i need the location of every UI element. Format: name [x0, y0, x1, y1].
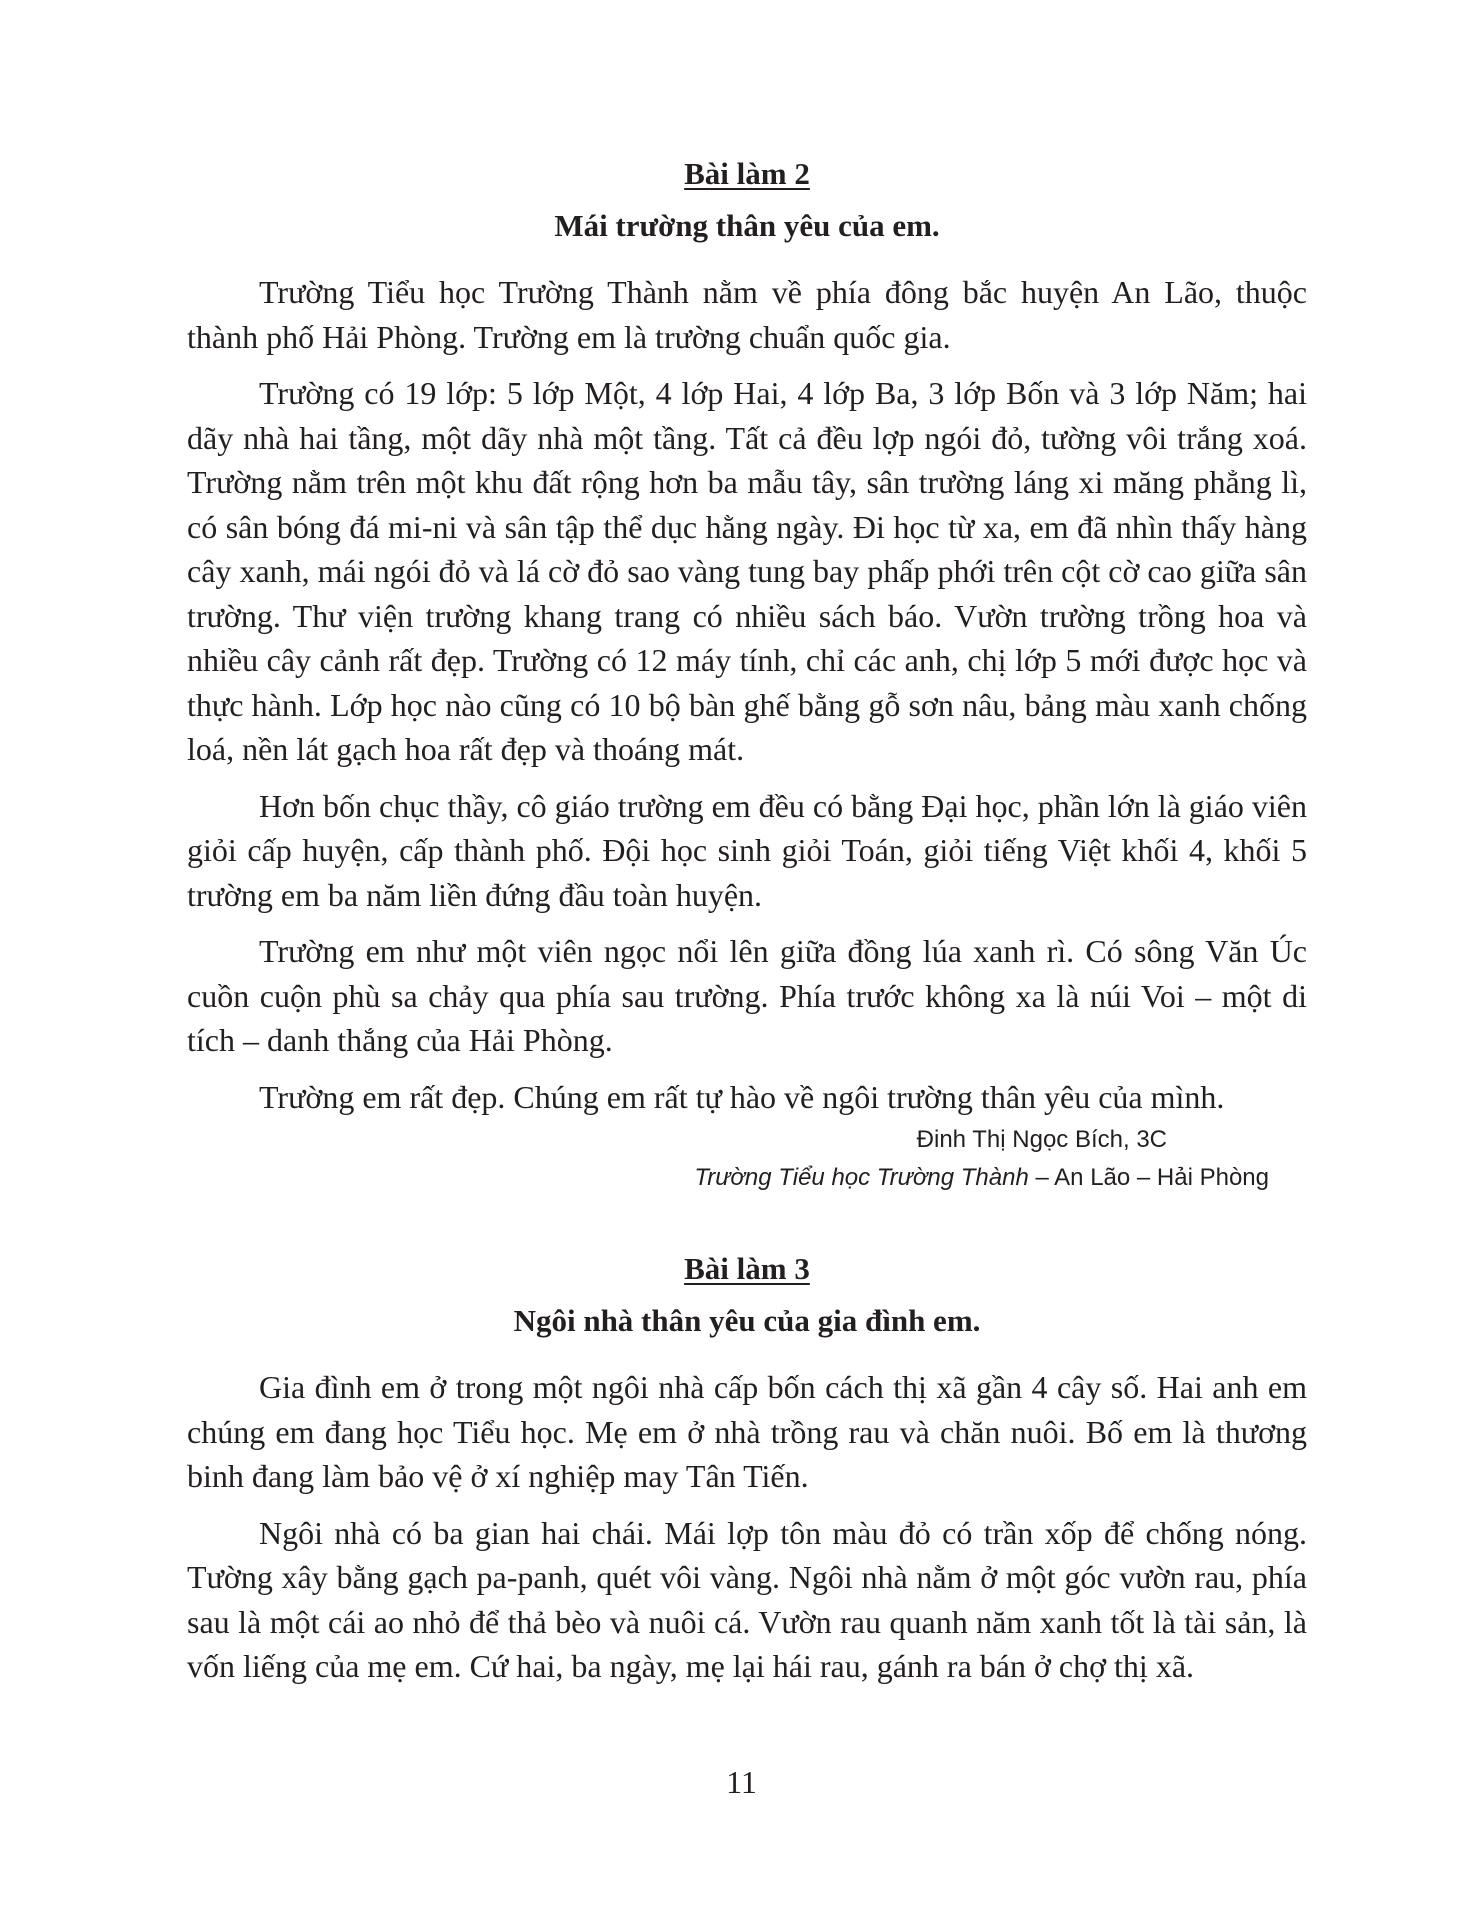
- page-number: 11: [726, 1764, 757, 1800]
- essay-3-title: Ngôi nhà thân yêu của gia đình em.: [513, 1303, 981, 1338]
- essay-2-title: Mái trường thân yêu của em.: [554, 208, 940, 243]
- author-name: Đinh Thị Ngọc Bích, 3C: [916, 1126, 1167, 1153]
- essay-2-paragraph: Trường em rất đẹp. Chúng em rất tự hào về ngôi trường thân yêu của mình.: [259, 1078, 1225, 1115]
- essay-3-label: Bài làm 3: [684, 1251, 810, 1286]
- essay-3-heading: [187, 1245, 1307, 1345]
- essay-2-heading: [187, 150, 1307, 250]
- essay-3-paragraph: Gia đình em ở trong một ngôi nhà cấp bốn cách thị xã gần 4 cây số. Hai anh em chúng em đang học Tiểu học. Mẹ em ở nhà trồng rau và chăn nuôi. Bố em là thương binh đang làm bảo vệ ở xí nghiệp may Tân Tiến.: [187, 1369, 1307, 1494]
- essay-3-paragraph: Ngôi nhà có ba gian hai chái. Mái lợp tôn màu đỏ có trần xốp để chống nóng. Tường xây bằng gạch pa-panh, quét vôi vàng. Ngôi nhà nằm ở một góc vườn rau, phía sau là một cái ao nhỏ để thả bèo và nuôi cá. Vườn rau quanh năm xanh tốt là tài sản, là vốn liếng của mẹ em. Cứ hai, ba ngày, mẹ lại hái rau, gánh ra bán ở chợ thị xã.: [187, 1514, 1307, 1684]
- essay-2-paragraph: Hơn bốn chục thầy, cô giáo trường em đều có bằng Đại học, phần lớn là giáo viên giỏi cấp huyện, cấp thành phố. Đội học sinh giỏi Toán, giỏi tiếng Việt khối 4, khối 5 trường em ba năm liền đứng đầu toàn huyện.: [187, 787, 1307, 913]
- school-name-italic: Trường Tiểu học Trường Thành: [694, 1164, 1029, 1191]
- school-location: – An Lão – Hải Phòng: [1028, 1164, 1269, 1191]
- essay-2-paragraph: Trường Tiểu học Trường Thành nằm về phía đông bắc huyện An Lão, thuộc thành phố Hải Phòng. Trường em là trường chuẩn quốc gia.: [187, 274, 1307, 355]
- essay-2-paragraph: Trường có 19 lớp: 5 lớp Một, 4 lớp Hai, 4 lớp Ba, 3 lớp Bốn và 3 lớp Năm; hai dãy nhà hai tầng, một dãy nhà một tầng. Tất cả đều lợp ngói đỏ, tường vôi trắng xoá. Trường nằm trên một khu đất rộng hơn ba mẫu tây, sân trường láng xi măng phẳng lì, có sân bóng đá mi-ni và sân tập thể dục hằng ngày. Đi học từ xa, em đã nhìn thấy hàng cây xanh, mái ngói đỏ và lá cờ đỏ sao vàng tung bay phấp phới trên cột cờ cao giữa sân trường. Thư viện trường khang trang có nhiều sách báo. Vườn trường trồng hoa và nhiều cây cảnh rất đẹp. Trường có 12 máy tính, chỉ các anh, chị lớp 5 mới được học và thực hành. Lớp học nào cũng có 10 bộ bàn ghế bằng gỗ sơn nâu, bảng màu xanh chống loá, nền lát gạch hoa rất đẹp và thoáng mát.: [187, 375, 1307, 767]
- school-name: [187, 1159, 1307, 1197]
- essay-2-label: Bài làm 2: [684, 156, 810, 191]
- essay-3: [187, 1245, 1307, 1701]
- essay-2-credit: [187, 1121, 1307, 1197]
- essay-2-paragraph: Trường em như một viên ngọc nổi lên giữa đồng lúa xanh rì. Có sông Văn Úc cuồn cuộn phù sa chảy qua phía sau trường. Phía trước không xa là núi Voi – một di tích – danh thắng của Hải Phòng.: [187, 933, 1307, 1058]
- essay-2: [187, 150, 1307, 1197]
